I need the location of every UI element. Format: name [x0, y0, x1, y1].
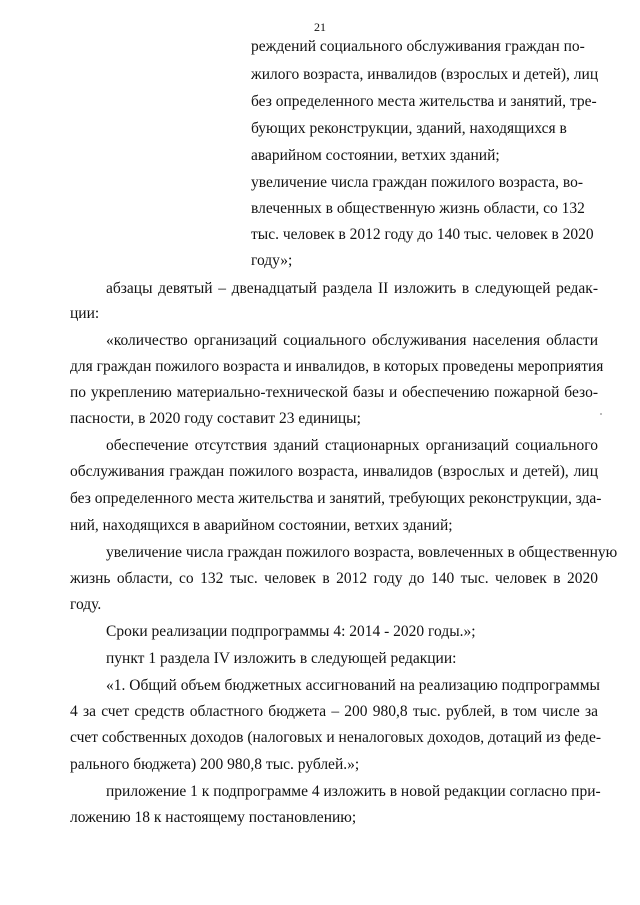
page-number: 21 [314, 20, 326, 34]
text-line: ний, находящихся в аварийном состоянии, ветхих зданий; [70, 517, 453, 534]
text-line: году»; [251, 252, 293, 269]
text-line: абзацы девятый – двенадцатый раздела II изложить в следующей редак- [106, 280, 598, 297]
text-line: для граждан пожилого возраста и инвалидов, в которых проведены мероприятия [70, 358, 604, 375]
text-line: обеспечение отсутствия зданий стационарных организаций социального [106, 437, 598, 454]
text-line: без определенного места жительства и занятий, тре- [251, 93, 597, 110]
text-line: аварийном состоянии, ветхих зданий; [251, 147, 500, 164]
text-line: ложению 18 к настоящему постановлению; [70, 809, 357, 826]
text-line: влеченных в общественную жизнь области, со 132 [251, 200, 585, 217]
text-line: «количество организаций социального обслуживания населения области [106, 332, 598, 349]
text-line: Сроки реализации подпрограммы 4: 2014 - 2020 годы.»; [106, 623, 476, 640]
text-line: 4 за счет средств областного бюджета – 200 980,8 тыс. рублей, в том числе за [70, 703, 598, 720]
text-line: ции: [70, 305, 100, 322]
text-line: году. [70, 596, 102, 613]
text-line: без определенного места жительства и занятий, требующих реконструкции, зда- [70, 490, 602, 507]
scan-speck [600, 413, 602, 415]
text-line: по укреплению материально-технической базы и обеспечению пожарной безо- [70, 384, 598, 401]
text-line: пасности, в 2020 году составит 23 единицы; [70, 410, 361, 427]
text-line: увеличение числа граждан пожилого возраста, вовлеченных в общественную [106, 544, 618, 561]
text-line: реждений социального обслуживания граждан по- [251, 38, 585, 55]
text-line: рального бюджета) 200 980,8 тыс. рублей.»; [70, 756, 360, 773]
text-line: жилого возраста, инвалидов (взрослых и детей), лиц [251, 66, 599, 83]
text-line: жизнь области, со 132 тыс. человек в 2012 году до 140 тыс. человек в 2020 [70, 570, 598, 587]
text-line: «1. Общий объем бюджетных ассигнований на реализацию подпрограммы [106, 677, 600, 694]
text-line: пункт 1 раздела IV изложить в следующей редакции: [106, 650, 457, 667]
text-line: бующих реконструкции, зданий, находящихся в [251, 120, 567, 137]
text-line: тыс. человек в 2012 году до 140 тыс. человек в 2020 [251, 226, 594, 243]
text-line: увеличение числа граждан пожилого возраста, во- [251, 174, 584, 191]
text-line: счет собственных доходов (налоговых и неналоговых доходов, дотаций из феде- [70, 729, 601, 746]
text-line: обслуживания граждан пожилого возраста, инвалидов (взрослых и детей), лиц [70, 463, 598, 480]
text-line: приложение 1 к подпрограмме 4 изложить в новой редакции согласно при- [106, 783, 601, 800]
